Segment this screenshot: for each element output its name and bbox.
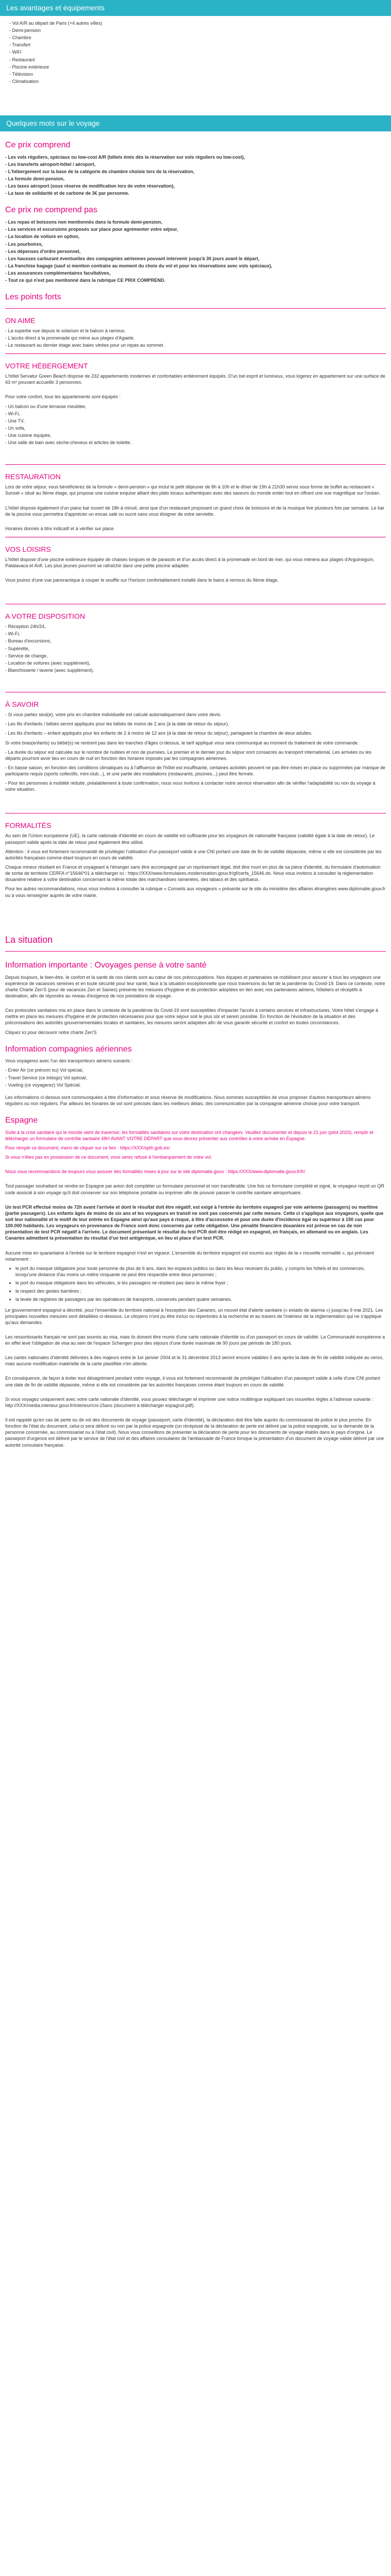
noprix-item: - Les assurances complémentaires facultatives,: [5, 270, 111, 276]
disposition-list: [5, 623, 386, 673]
advantage-item: - WiFi: [9, 49, 391, 55]
espagne-rule-item: • le port du masque obligatoire pour toute personne de plus de 6 ans, dans les espaces publics ou dans les lieux recevant du public, y compris les hôtels et les commerces, lorsqu'une distance d'au moins un mètre cinquante ne peut être respectée entre deux personnes ;: [15, 1265, 386, 1278]
noprix-item: - Tout ce qui n'est pas mentionné dans la rubrique CE PRIX COMPREND.: [5, 278, 166, 283]
disposition-item: - Bureau d'excursions,: [5, 638, 52, 644]
savoir-line: - Si vous partez seul(e), votre prix en chambre individuelle est calculé automatiquement dans votre devis.: [5, 712, 222, 718]
advantages-list: [9, 20, 391, 84]
formalites-text-4: Pour les autres recommandations, nous vous invitons à consulter la rubrique « Conseils aux voyageurs » présente sur le site du ministère des affaires étrangères www.diplomatie.gouv.fr ou à vous renseigner auprès de votre mairie.: [5, 886, 386, 898]
prix-item: - Les taxes aéroport (sous réserve de modification lors de votre réservation),: [5, 183, 175, 189]
restauration-text-1: Lors de votre séjour, vous bénéficierez de la formule « demi-pension » qui inclut le petit déjeuner de 8h à 10h et le dîner de 19h à 21h30 servis sous forme de buffet au restaurant « Sunset » situé au 9ème étage, qui propose une cuisine exquise alliant des plats locaux authentiques avec des saveurs du monde entier tout en offrant une vue magnifique sur l'océan.: [5, 484, 381, 496]
on-aime-heading: ON AIME: [5, 316, 36, 325]
formalites-text-2: Attention : il vous est fortement recommandé de privilégier l'utilisation d'un passeport valide à une CNI portant une date de fin de validité dépassée, même si elle est considérée par les autorités françaises comme étant toujours en cours de validité.: [5, 849, 382, 860]
hebergement-heading: VOTRE HÉBERGEMENT: [5, 362, 88, 370]
espagne-text-3: Si vous n'êtes pas en possession de ce document, vous serez refusé à l'embarquement de votre vol.: [5, 1155, 213, 1160]
prix-item: - La formule demi-pension,: [5, 176, 65, 182]
espagne-rule-item: • le respect des gestes barrières ;: [15, 1288, 386, 1294]
espagne-link-spth[interactable]: Pour remplir ce document, merci de cliquer sur ce lien : https://XXX/spth.gob.es/: [5, 1145, 170, 1150]
hebergement-item: - Un balcon ou d'une terrasse meublée,: [5, 403, 87, 409]
savoir-line: - En basse saison, en fonction des conditions climatiques ou à l'affluence de l'hôtel est insuffisante, certaines activités peuvent ne pas être mises en place ou supprimées par manque de participants requis (sports collectifs, mini-club...), et une partie des installations (restaurants, piscines...) peut être fermée.: [5, 765, 386, 777]
hebergement-item: - Une cuisine équipée,: [5, 433, 52, 438]
on-aime-item: - L'accès direct à la promenade qui mène aux plages d'Agaete.: [5, 335, 135, 341]
advantage-item: - Chambre: [9, 35, 391, 41]
info-text-1: Depuis toujours, le bien-être, le confort et la santé de nos clients sont au cœur de nos préoccupations. Nos équipes et partenaires se mobilisent pour assurer à tous les voyageurs une expérience de vacances sereines et en toute sécurité pour leur santé, face à la situation exceptionnelle que nous traversons du fait de la pandémie du Covid-19. Dans ce contexte, notre charte Charte Zen'S (pour de vacances Zen et Saines) présente les mesures d'hygiène et de protection adoptées en lien avec nos partenaires aériens, hôteliers et réceptifs à destination, afin de répondre au niveau d'exigence de nos prestations de voyage.: [5, 974, 385, 998]
espagne-text-10: Les cartes nationales d'identité délivrées à des majeurs entre le 1er janvier 2004 et le 31 décembre 2013 seront encore valables 5 ans après la date de fin de validité indiquée au verso, mais aucune modification matérielle de la carte plastifiée n'en atteste.: [5, 1355, 384, 1367]
advantages-banner: Les avantages et équipements: [0, 0, 391, 16]
loisirs-text-1: L'hôtel dispose d'une piscine extérieure équipée de chaises longues et de parasols et d'un accès direct à la promenade en bord de mer, qui vous mènera aux plages d'Arguineguín, Patalavaca et Anfi. Les plus jeunes pourront se rafraîchir dans une petite piscine adaptée.: [5, 556, 374, 569]
voyage-content: [0, 140, 391, 1448]
savoir-line: - La durée du séjour est calculée sur le nombre de nuitées et non de journées. Le premier et le dernier jour du séjour sont consacrés au transport international. Les arrivées ou les départs pourront avoir lieu en cours de nuit en fonction des horaires imposés par les compagnies aériennes.: [5, 749, 371, 761]
disposition-item: - Supérette,: [5, 646, 30, 651]
hebergement-intro: Pour votre confort, tous les appartements sont équipés :: [5, 394, 121, 400]
savoir-line: - Pour les personnes à mobilité réduite, préalablement à toute confirmation, nous vous invitons à contacter notre service réservation afin de vérifier l'adaptabilité ou non du voyage à votre situation.: [5, 781, 376, 792]
espagne-text-5: Tout passager souhaitant se rendre en Espagne par avion doit compléter un formulaire personnel et non transférable. Une fois ce formulaire complété et signé, le voyageur reçoit un QR code associé à son voyage qu'il doit conserver sur son téléphone portable ou imprimer afin de pouvoir passer le contrôle sanitaire aéroportuaire.: [5, 1183, 384, 1195]
noprix-item: - Les pourboires,: [5, 241, 43, 247]
savoir-line: - Les lits d'enfants – enfant appliqués pour les enfants de 2 à moins de 12 ans (à la date de retour du séjour), partageant la chambre de deux adultes.: [5, 731, 313, 736]
noprix-list: [5, 219, 386, 283]
noprix-item: - Les repas et boissons non mentionnés dans la formule demi-pension,: [5, 219, 162, 225]
espagne-text-13: Il est rappelé qu'en cas de perte ou de vol des documents de voyage (passeport, carte d'identité), la déclaration doit être faite auprès du commissariat de police le plus proche. En fonction de l'état du document, celui-ci sera délivré ou non par la police espagnole (un récépissé de la déclaration de perte est délivré par la police espagnole, sur la demande de la personne concernée, au commissariat ou à l'état civil). Nous vous conseillons de présenter la déclaration de perte pour les documents de voyage établis dans le pays d'origine. Le passeport d'urgence est délivré par le service de l'état civil et des affaires consulaires de l'ambassade de France lorsque la présentation d'un document de voyage valide délivré par une autorité consulaire française.: [5, 1417, 384, 1448]
savoir-text: [5, 711, 386, 792]
on-aime-item: - Le restaurant au dernier étage avec baies vitrées pour un repas au sommet.: [5, 343, 165, 348]
espagne-text-11: En conséquence, de façon à éviter tout désagrément pendant votre voyage, il vous est fortement recommandé de privilégier l'utilisation d'un passeport valide à celle d'une CNI portant une date de fin de validité dépassée, même si elle est considérée par les autorités françaises comme étant toujours en cours de validité.: [5, 1376, 380, 1387]
disposition-item: - Wi-Fi,: [5, 631, 20, 637]
loisirs-text-2: Vous jouirez d'une vue panoramique à couper le souffle sur l'horizon confortablement installé dans le bains à remous du 9ème étage.: [5, 578, 279, 583]
airline-item: - Enter Air (ce prénom ou) Vol spécial,: [5, 1067, 84, 1073]
savoir-heading: À SAVOIR: [5, 700, 39, 709]
espagne-heading: Espagne: [5, 1116, 38, 1125]
hebergement-item: - Wi-Fi,: [5, 411, 20, 416]
airline-item: - Vueling (ce voyagerez) Vol Spécial.: [5, 1082, 81, 1088]
advantage-item: - Télévision: [9, 71, 391, 77]
quelques-banner: Quelques mots sur le voyage: [0, 115, 391, 131]
hebergement-text: L'hôtel Servatur Green Beach dispose de 232 appartements modernes et confortables entièrement équipés. D'un bel esprit et lumineux, vous logerez en appartement sur une surface de 43 m² pouvant accueillir 3 personnes.: [5, 374, 385, 385]
savoir-line: Si votre bras(enfants) ou bébé(s) ne rentrent pas dans les tranches d'âges ci-dessus, le tarif appliqué vous sera communiqué au moment du traitement de votre commande.: [5, 740, 359, 745]
airlines-intro: Vous voyagerez avec l'un des transporteurs aériens suivants :: [5, 1058, 133, 1064]
savoir-line: - Les lits d'enfants / bébés seront appliqués pour les bébés de moins de 2 ans (à la date de retour du séjour).: [5, 721, 229, 727]
airlines-heading: Information compagnies aériennes: [5, 1044, 132, 1054]
restauration-heading: RESTAURATION: [5, 472, 61, 481]
advantage-item: - Vol A/R au départ de Paris (+4 autres villes): [9, 20, 391, 26]
prix-list: [5, 154, 386, 197]
advantage-item: - Climatisation: [9, 78, 391, 84]
formalites-text-3: Chaque mineur résidant en France et voyageant à l'étranger sans être accompagné par un représentant légal, doit être muni en plus de sa pièce d'identité, du formulaire d'autorisation de sortie de territoire CERFA n°15646*01 à télécharger ici : https://XXX/www.formulaires.modernisation.gouv.fr/gf/cerfa_15646.do. Nous vous invitons à consulter la réglementation douanière relative à votre destination concernant la même totale des marchandises ramenées, des tabacs et des spiritueux.: [5, 864, 381, 883]
charte-link[interactable]: Cliquez ici pour découvrir notre charte Zen'S: [5, 1029, 97, 1035]
info-heading: Information importante : Ovoyages pense à votre santé: [5, 960, 207, 970]
info-text-2: Ces protocoles sanitaires mis en place dans le contexte de la pandémie du Covid-19 sont susceptibles d'impacter l'accès à certains services et infrastructures. Votre hôtel s'engage à mettre en place les mesures d'hygiène et de protection nécessaires pour que votre séjour soit le plus sûr et serein possible. En fonction de l'évolution de la situation et des préconisations des autorités gouvernementales locales et sanitaires, les mesures seront adaptées afin de vous garantir sécurité et confort en toutes circonstances.: [5, 1008, 379, 1026]
prix-item: - Les vols réguliers, spéciaux ou low-cost A/R (billets émis dès la réservation sur vols réguliers ou low-cost),: [5, 154, 245, 160]
prix-heading: Ce prix comprend: [5, 141, 71, 150]
espagne-text-1: Suite à la crise sanitaire qui le monde vient de traverser, les formalités sanitaires sur votre destination ont changées. Veuillez documenter et depuis le 21 juin (pilot 2020), remplir et télécharger un formulaire de contrôle sanitaire 48H AVANT VOTRE DÉPART que vous devrez présenter aux contrôles à votre arrivée en Espagne.: [5, 1129, 373, 1141]
espagne-link-diplomatie[interactable]: Nous vous recommandons de toujours vous assurer des formalités mises à jour sur le site diplomatie.gouv : https://XXX/www.diplomatie.gouv.fr/fr/: [5, 1169, 305, 1175]
restauration-note: Horaires donnés à titre indicatif et à vérifier sur place.: [5, 526, 115, 531]
advantage-item: - Restaurant: [9, 57, 391, 63]
prix-item: - L'hébergement sur la base de la catégorie de chambre choisie lors de la réservation,: [5, 168, 194, 174]
noprix-heading: Ce prix ne comprend pas: [5, 206, 97, 215]
prix-item: - Les transferts aéroport-hôtel / aéroport,: [5, 161, 96, 167]
espagne-text-12: Si vous voyagez uniquement avec votre carte nationale d'identité, vous pouvez télécharger et imprimer une notice multilingue expliquant ces nouvelles règles à l'adresse suivante : http://XXX/media.interieur.gouv.fr/interieur/cni-15ans (document à télécharger espagnol.pdf).: [5, 1396, 373, 1408]
espagne-text-6: Un test PCR effectué moins de 72h avant l'arrivée et dont le résultat doit être négatif, est exigé à l'entrée du territoire espagnol par voie aérienne (passagers) ou maritime (partie passagers). Les enfants âgés de moins de six ans et les voyageurs en transit ne sont pas concernés par cette mesure. Cette ci s'applique aux voyageurs, quelle que soit leur nationalité et le motif de leur entrée en Espagne ainsi qu'aux pays à risque, à titre d'accessoire et pour une durée d'incidence égal ou supérieur à 150 cas pour 100.000 habitants. Les voyageurs en provenance de France sont donc concernés par cette obligation. Une pénalité financière douanière est prévue en cas de non présentation de test PCR négatif à l'arrivée. Le document présentant le résultat du test PCR doit être rédigé en espagnol, en français, en allemand ou en anglais. Les Canaries admettent la présentation du résultat d'un test antigénique, en lieu et place d'un test PCR.: [5, 1204, 384, 1241]
disposition-heading: A VOTRE DISPOSITION: [5, 612, 85, 621]
divider: [5, 308, 386, 309]
divider: [5, 813, 386, 814]
airlines-text: Les informations ci-dessus sont communiquées à titre d'information et sous réserve de modifications. Nous sommes susceptibles de vous proposer d'autres transporteurs aériens réguliers ou non réguliers. Par ailleurs les horaires de vol sont précisés dans les meilleurs délais, dès communication par la compagnie aérienne choisie pour votre transport.: [5, 1094, 371, 1106]
divider: [5, 951, 386, 952]
noprix-item: - Les hausses carburant éventuelles des compagnies aériennes pouvant intervenir jusqu'à 30 jours avant le départ,: [5, 256, 259, 261]
airline-item: - Travel Service (ce trélogo) Vol spécial,: [5, 1075, 87, 1080]
advantage-item: - Transfert: [9, 42, 391, 48]
espagne-rule-item: • le port du masque obligatoire dans les véhicules, si les passagers ne résident pas dans le même foyer ;: [15, 1280, 386, 1286]
points-forts-heading: Les points forts: [5, 293, 61, 302]
noprix-item: - Les services et excursions proposés sur place pour agrémenter votre séjour,: [5, 227, 178, 232]
noprix-item: - Les dépenses d'ordre personnel,: [5, 248, 81, 254]
loisirs-heading: VOS LOISIRS: [5, 545, 51, 553]
espagne-text-8: Le gouvernement espagnol a décrété, pour l'ensemble du territoire national à l'exception des Canaries, un nouvel état d'alerte sanitaire (« estado de alarma ») jusqu'au 9 mai 2021. Les principales nouvelles mesures sont détaillées ci-dessous. Le citoyens n'ont pu être inclus ou répertoriés à la recherche et au travers de l'intérieur de la réglementation qui ne s'applique qu'aux demandes.: [5, 1307, 383, 1325]
espagne-text-9: Les ressortissants français ne sont pas soumis au visa, mais ils doivent être munis d'une carte nationale d'identité ou d'un passeport en cours de validité. La Communauté européenne a en effet levé l'obligation de visa au sein de l'espace Schengen pour des séjours d'une durée maximale de 90 jours par période de 180 jours.: [5, 1334, 385, 1346]
formalites-heading: FORMALITÉS: [5, 821, 52, 830]
hebergement-item: - Un sofa,: [5, 425, 26, 431]
disposition-item: - Location de voitures (avec supplément),: [5, 660, 91, 666]
espagne-rule-item: • la levée de registres de passagers par les opérateurs de transports, conservés pendant quatre semaines.: [15, 1296, 386, 1302]
hebergement-item: - Une TV,: [5, 418, 25, 423]
disposition-item: - Blanchisserie / laverie (avec supplément).: [5, 668, 94, 673]
noprix-item: - La franchise bagage (sauf si mention contraire au moment du choix du vol et pour les réservations avec vols spéciaux),: [5, 263, 272, 268]
divider: [5, 353, 386, 354]
espagne-list: [15, 1265, 386, 1303]
hebergement-list: [5, 403, 386, 446]
on-aime-item: - La superbe vue depuis le solarium et le balcon à ramous.: [5, 328, 126, 333]
noprix-item: - La location de voiture en option,: [5, 234, 80, 240]
formalites-text-1: Au sein de l'Union européenne (UE), la carte nationale d'identité en cours de validité est suffisante pour les voyageurs de nationalité française (validité égale à la date de retour). Le passeport valide après la date de retour peut également être utilisé.: [5, 833, 375, 845]
divider: [5, 464, 386, 465]
situation-heading: La situation: [5, 934, 53, 945]
airlines-list: [5, 1067, 386, 1088]
hebergement-item: - Une salle de bain avec sèche-cheveux et articles de toilette.: [5, 440, 132, 446]
disposition-item: - Service de change,: [5, 653, 48, 658]
disposition-item: - Réception 24h/24,: [5, 624, 46, 630]
on-aime-list: [5, 328, 386, 348]
espagne-text-7: Aucune mise en quarantaine à l'entrée sur le territoire espagnol n'est en vigueur. L'ensemble du territoire espagnol est soumis aux règles de la « nouvelle normalité », qui prévoient notamment :: [5, 1250, 374, 1262]
restauration-text-2: L'hôtel dispose également d'un piano bar ouvert de 18h à minuit, ainsi que d'un restaurant proposant un grand choix de boissons et de la musique live plusieurs fois par semaine. Le bar de la piscine vous permettra d'apprécier un encas salé ou sucré sans vous éloigner de votre serviette.: [5, 505, 385, 517]
advantage-item: - Demi-pension: [9, 27, 391, 33]
advantage-item: - Piscine extérieure: [9, 64, 391, 70]
prix-item: - La taxe de solidarité et de carbone de 3€ par personne.: [5, 191, 129, 196]
